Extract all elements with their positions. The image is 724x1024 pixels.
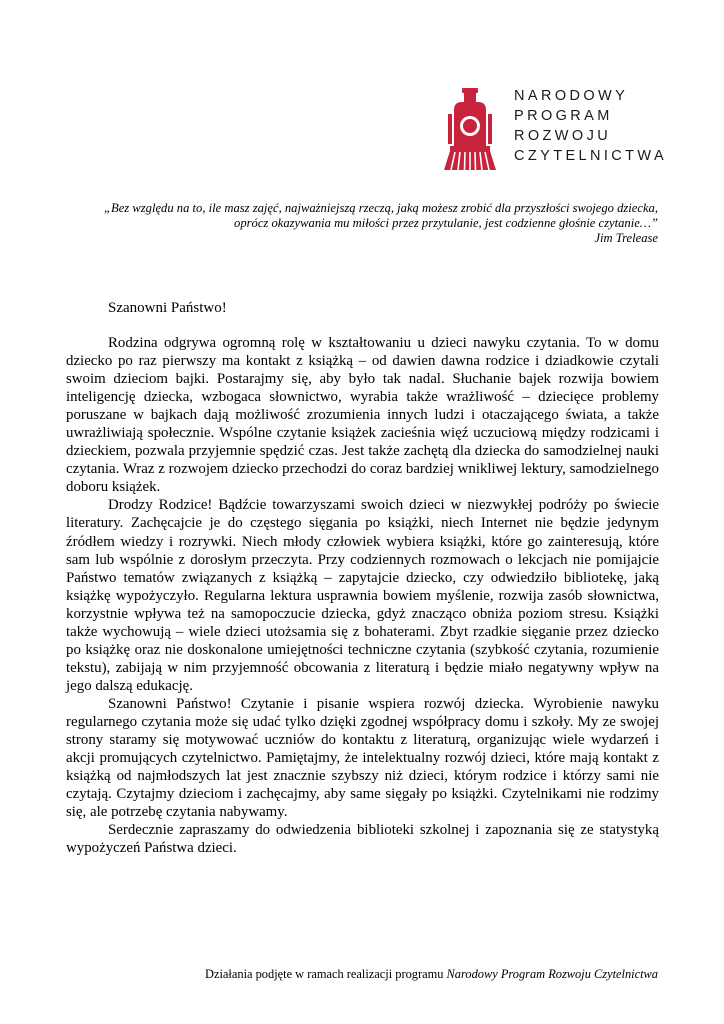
logo-wordmark <box>514 86 667 166</box>
letter-paragraph: Drodzy Rodzice! Bądźcie towarzyszami swoich dzieci w niezwykłej podróży po świecie literatury. Zachęcajcie je do częstego sięgania po książki, niech Internet nie będzie jedynym źródłem wiedzy i rozrywki. Niech młody człowiek wybiera książki, które go zainteresują, które sam lub wspólnie z dorosłym przeczyta. Przy codziennych rozmowach o lekcjach nie pomijajcie Państwo tematów związanych z książką – zapytajcie dziecko, czy odwiedziło bibliotekę, jaką książkę wypożyczyło. Regularna lektura usprawnia bowiem myślenie, rozwija zasób słownictwa, korzystnie wpływa też na samopoczucie dziecka, gdyż znacząco obniża poziom stresu. Książki także wychowują – wiele dzieci utożsamia się z bohaterami. Zbyt rzadkie sięganie przez dziecko po książkę oraz nie doskonalone umiejętności techniczne czytania (szybkość czytania, rozumienie tekstu), zabijają w nim przyjemność obcowania z literaturą i będzie miało negatywny wpływ na jego dalszą edukację. <box>66 497 659 694</box>
quote-line: „Bez względu na to, ile masz zajęć, najważniejszą rzeczą, jaką możesz zrobić dla przyszłości swojego dziecka, <box>104 201 658 215</box>
page-footer <box>205 967 658 982</box>
logo-line: PROGRAM <box>514 108 613 124</box>
letter-paragraph: Szanowni Państwo! Czytanie i pisanie wspiera rozwój dziecka. Wyrobienie nawyku regularnego czytania może się udać tylko dzięki zgodnej współpracy domu i szkoły. My ze swojej strony staramy się motywować uczniów do kontaktu z literaturą, organizując wiele wydarzeń i akcji promujących czytelnictwo. Pamiętajmy, że intelektualny rozwój dzieci, które mają kontakt z książką od najmłodszych lat jest znacznie szybszy niż dzieci, którym rodzice i którzy sami nie czytają. Czytajmy dzieciom i zachęcajmy, aby same sięgały po książki. Czytelnikami nie rodzimy się, ale potrzebę czytania nabywamy. <box>66 695 659 821</box>
letter-paragraph: Serdecznie zapraszamy do odwiedzenia biblioteki szkolnej i zapoznania się ze statystyką wypożyczeń Państwa dzieci. <box>66 822 659 857</box>
letter-greeting: Szanowni Państwo! <box>108 300 227 316</box>
program-logo <box>440 84 680 174</box>
logo-line: NARODOWY <box>514 88 629 104</box>
logo-line: CZYTELNICTWA <box>514 148 668 164</box>
quote-author: Jim Trelease <box>594 231 658 245</box>
epigraph-quote <box>58 201 658 246</box>
footer-prefix: Działania podjęte w ramach realizacji programu <box>205 967 447 981</box>
locomotive-icon <box>444 88 496 172</box>
footer-program-name: Narodowy Program Rozwoju Czytelnictwa <box>446 967 658 981</box>
quote-line: oprócz okazywania mu miłości przez przytulanie, jest codzienne głośnie czytanie…” <box>234 216 658 230</box>
letter-paragraph: Rodzina odgrywa ogromną rolę w kształtowaniu u dzieci nawyku czytania. To w domu dziecko po raz pierwszy ma kontakt z książką – od dawien dawna rodzice i dziadkowie czytali swoim dzieciom bajki. Postarajmy się, aby było tak nadal. Słuchanie bajek rozwija bowiem inteligencję dziecka, wzbogaca słownictwo, wyrabia także wrażliwość – dziecięce problemy poruszane w bajkach dają możliwość zrozumienia innych ludzi i otaczającego świata, a także uwrażliwiają społecznie. Wspólne czytanie książek zacieśnia więź uczuciową między rodzicami i dzieckiem, pozwala przyjemnie spędzić czas. Jest także zachętą dla dziecka do samodzielnej nauki czytania. Wraz z rozwojem dziecko przechodzi do coraz bardziej wnikliwej lektury, samodzielnego doboru książek. <box>66 335 659 496</box>
letter-body <box>66 334 659 857</box>
logo-line: ROZWOJU <box>514 128 612 144</box>
